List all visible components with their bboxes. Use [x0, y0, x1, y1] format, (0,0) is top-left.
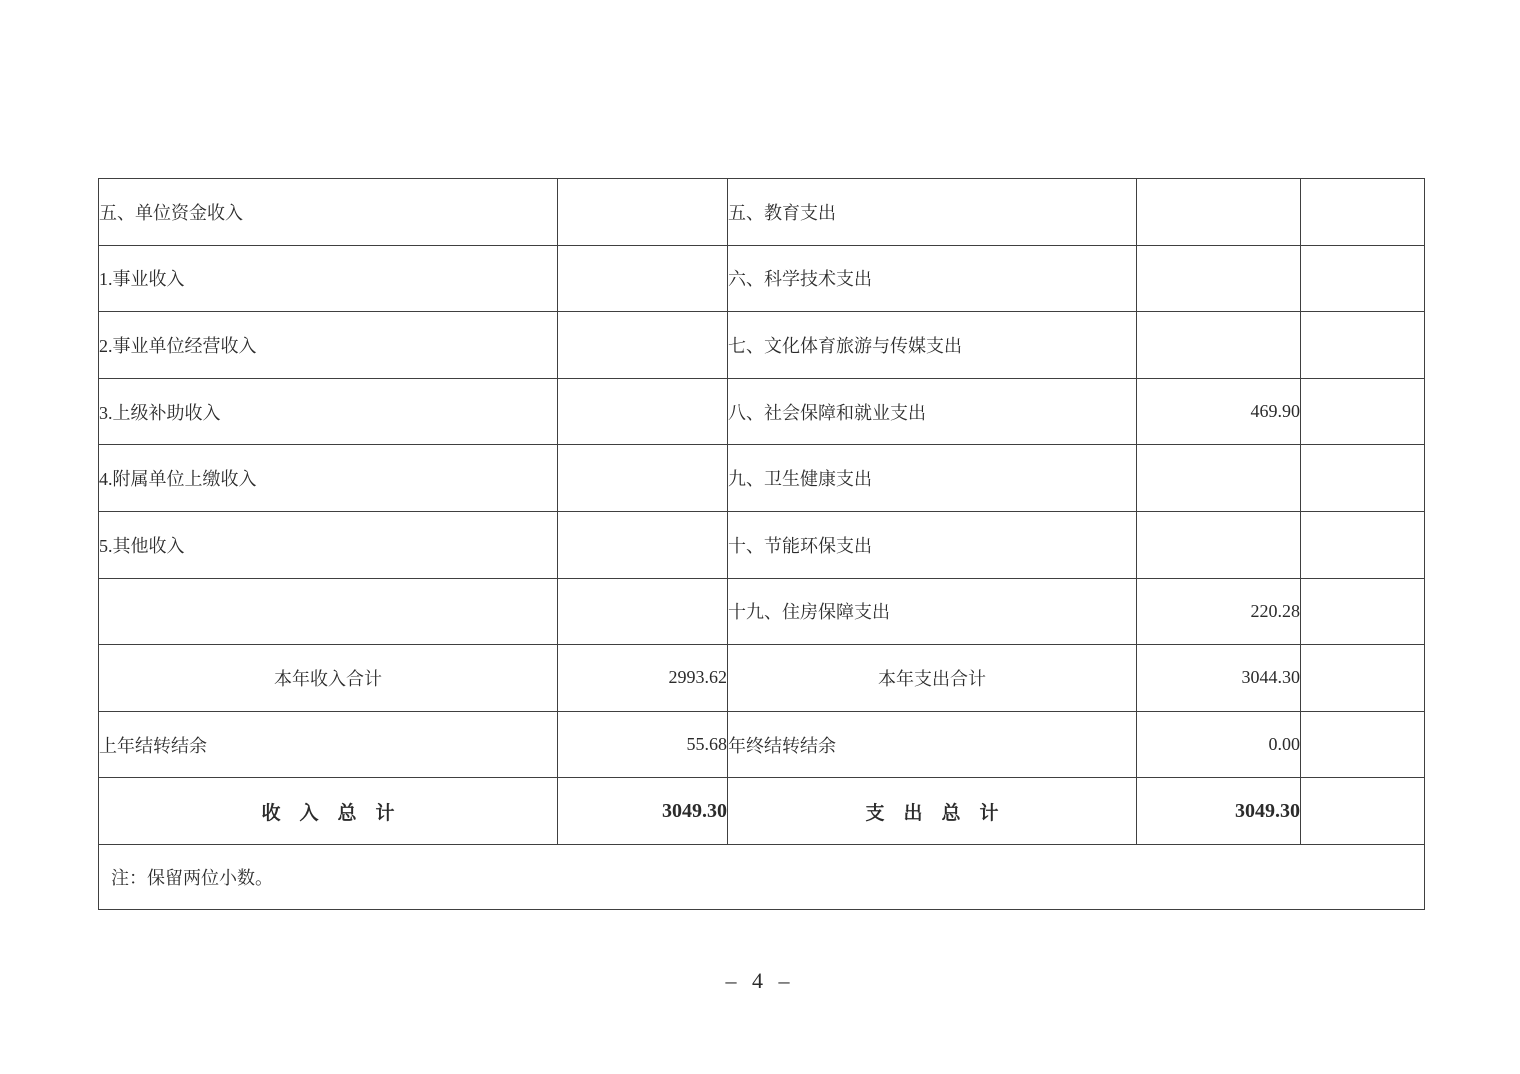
- spare-cell: [1301, 778, 1425, 845]
- income-item-cell: 5.其他收入: [99, 511, 558, 578]
- expense-item-cell: 年终结转结余: [728, 711, 1137, 778]
- income-amount-cell: [558, 378, 728, 445]
- expense-amount-cell: [1137, 511, 1301, 578]
- page-number: – 4 –: [725, 968, 795, 993]
- income-item-cell: 本年收入合计: [99, 645, 558, 712]
- spare-cell: [1301, 511, 1425, 578]
- expense-total-label-cell: 支 出 总 计: [728, 778, 1137, 845]
- expense-item-cell: 十九、住房保障支出: [728, 578, 1137, 645]
- spare-cell: [1301, 312, 1425, 379]
- table-row: [99, 179, 1425, 246]
- income-item-cell: 五、单位资金收入: [99, 179, 558, 246]
- spare-cell: [1301, 645, 1425, 712]
- expense-amount-cell: [1137, 312, 1301, 379]
- expense-amount-cell: 0.00: [1137, 711, 1301, 778]
- expense-item-cell: 七、文化体育旅游与传媒支出: [728, 312, 1137, 379]
- income-item-cell: 上年结转结余: [99, 711, 558, 778]
- income-amount-cell: 2993.62: [558, 645, 728, 712]
- income-item-cell: 2.事业单位经营收入: [99, 312, 558, 379]
- expense-amount-cell: [1137, 245, 1301, 312]
- expense-item-cell: 九、卫生健康支出: [728, 445, 1137, 512]
- income-amount-cell: 55.68: [558, 711, 728, 778]
- spare-cell: [1301, 578, 1425, 645]
- spare-cell: [1301, 711, 1425, 778]
- spare-cell: [1301, 245, 1425, 312]
- table-row: [99, 711, 1425, 778]
- expense-item-cell: 六、科学技术支出: [728, 245, 1137, 312]
- expense-item-cell: 五、教育支出: [728, 179, 1137, 246]
- table-row: [99, 645, 1425, 712]
- table-row: [99, 445, 1425, 512]
- income-item-cell: 1.事业收入: [99, 245, 558, 312]
- income-amount-cell: [558, 312, 728, 379]
- expense-item-cell: 八、社会保障和就业支出: [728, 378, 1137, 445]
- note-row: [99, 844, 1425, 909]
- table-row: [99, 578, 1425, 645]
- income-expense-table: [98, 178, 1425, 910]
- table-row: [99, 312, 1425, 379]
- expense-total-amount-cell: 3049.30: [1137, 778, 1301, 845]
- expense-amount-cell: 220.28: [1137, 578, 1301, 645]
- spare-cell: [1301, 378, 1425, 445]
- table-row: [99, 245, 1425, 312]
- expense-item-cell: 本年支出合计: [728, 645, 1137, 712]
- expense-amount-cell: [1137, 179, 1301, 246]
- income-item-cell: [99, 578, 558, 645]
- total-row: [99, 778, 1425, 845]
- income-amount-cell: [558, 511, 728, 578]
- income-amount-cell: [558, 245, 728, 312]
- income-total-amount-cell: 3049.30: [558, 778, 728, 845]
- spare-cell: [1301, 179, 1425, 246]
- income-amount-cell: [558, 578, 728, 645]
- income-item-cell: 4.附属单位上缴收入: [99, 445, 558, 512]
- table-note: 注：保留两位小数。: [99, 844, 1425, 909]
- expense-amount-cell: 469.90: [1137, 378, 1301, 445]
- table-row: [99, 511, 1425, 578]
- income-total-label-cell: 收 入 总 计: [99, 778, 558, 845]
- expense-item-cell: 十、节能环保支出: [728, 511, 1137, 578]
- income-item-cell: 3.上级补助收入: [99, 378, 558, 445]
- expense-amount-cell: 3044.30: [1137, 645, 1301, 712]
- spare-cell: [1301, 445, 1425, 512]
- table-row: [99, 378, 1425, 445]
- income-amount-cell: [558, 179, 728, 246]
- expense-amount-cell: [1137, 445, 1301, 512]
- income-amount-cell: [558, 445, 728, 512]
